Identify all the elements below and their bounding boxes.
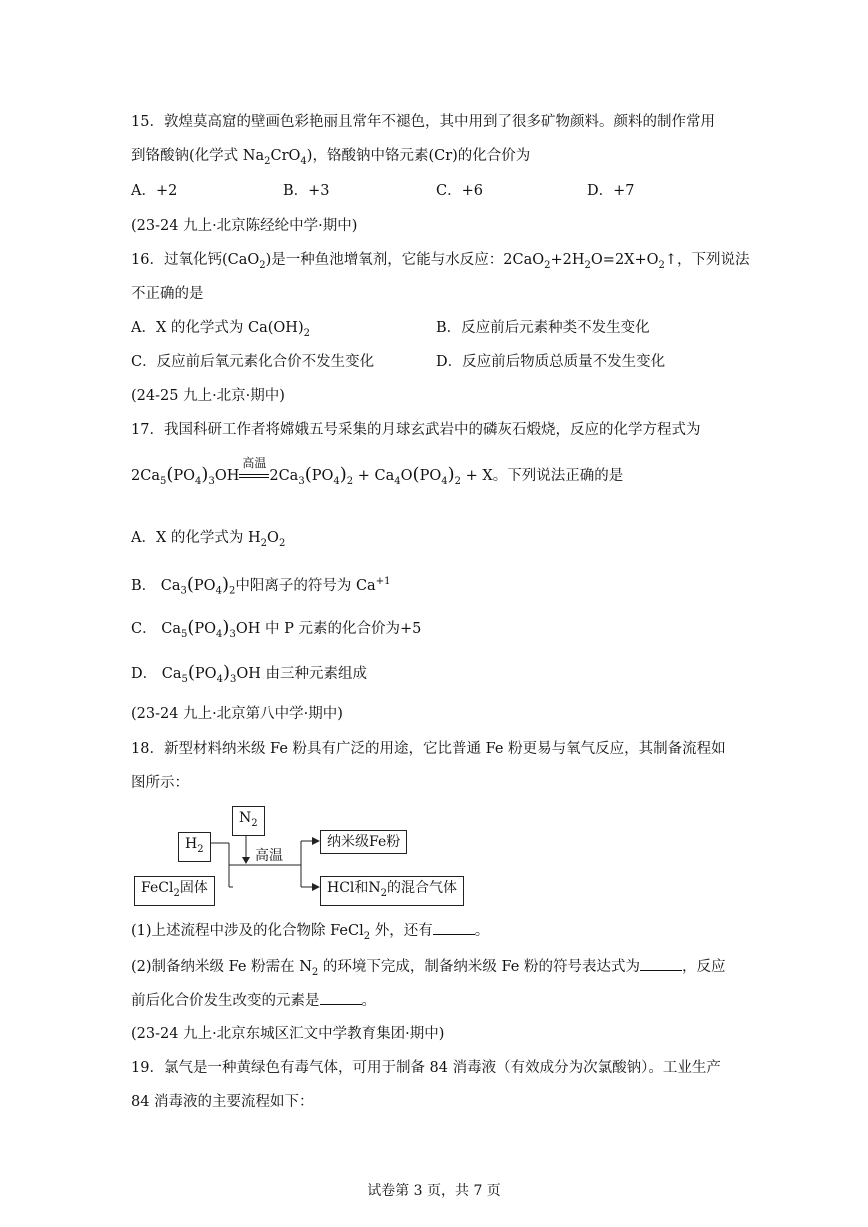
q19-stem-line1: 19．氯气是一种黄绿色有毒气体，可用于制备 84 消毒液（有效成分为次氯酸钠）。工业生产 [131, 1060, 721, 1076]
q16-option-d[interactable]: D．反应前后物质总质量不发生变化 [436, 354, 666, 370]
hcl-n2-box: HCl和$N_2$的混合气体 [320, 876, 464, 906]
h2-box: $H_2$ [178, 832, 211, 862]
q16-stem-line2: 不正确的是 [131, 286, 204, 302]
fecl2-box: FeCl$_2$固体 [134, 876, 215, 906]
q17-stem-line1: 17．我国科研工作者将嫦娥五号采集的月球玄武岩中的磷灰石煅烧，反应的化学方程式为 [131, 422, 701, 438]
q15-option-b[interactable]: B．+3 [283, 183, 330, 199]
q18-source: (23-24 九上·北京第八中学·期中) [131, 706, 343, 722]
q18-part2-blank1[interactable] [640, 956, 682, 971]
q17-source: (24-25 九上·北京·期中) [131, 388, 285, 404]
q15-option-a[interactable]: A．+2 [131, 183, 178, 199]
q18-part2-line1: (2)制备纳米级 Fe 粉需在 $N_2$ 的环境下完成，制备纳米级 Fe 粉的符号表达式为 ，反应 [131, 956, 725, 983]
high-temp-label: 高温 [255, 848, 283, 864]
reaction-condition: 高温 [242, 456, 267, 470]
n2-box: $N_2$ [232, 806, 265, 836]
q16-stem-line1: 16．过氧化钙(CaO$_2$)是一种鱼池增氧剂，它能与水反应：$2CaO_2+2H_2O=2X+O_2↑$，下列说法 [131, 252, 750, 271]
q15-stem-line2: 到铬酸钠(化学式 $Na_2CrO_4$)，铬酸钠中铬元素(Cr)的化合价为 [131, 148, 531, 167]
q16-option-a[interactable]: A．X 的化学式为 $Ca(OH)_2$ [131, 320, 310, 339]
q17-option-c[interactable]: C． $Ca_5(PO_4)_3OH$ 中 P 元素的化合价为+5 [131, 617, 422, 640]
q18-stem-line1: 18．新型材料纳米级 Fe 粉具有广泛的用途，它比普通 Fe 粉更易与氧气反应，其制备流程如 [131, 741, 726, 757]
page-footer: 试卷第 3 页，共 7 页 [367, 1183, 501, 1199]
q15-option-d[interactable]: D．+7 [587, 183, 635, 199]
q18-part2-line2: 前后化合价发生改变的元素是 。 [131, 990, 376, 1011]
q19-stem-line2: 84 消毒液的主要流程如下： [131, 1094, 314, 1110]
q17-option-a[interactable]: A．X 的化学式为 $H_2O_2$ [131, 530, 286, 549]
q18-part2-blank2[interactable] [320, 990, 362, 1005]
q15-option-c[interactable]: C．+6 [436, 183, 483, 199]
q18-part1-blank[interactable] [433, 920, 475, 935]
q17-equation: $2Ca_5(PO_4)_3OH$ 高温 $2Ca_3(PO_4)_2 + Ca_4O(PO_4)_2 + X$。下列说法正确的是 [131, 456, 624, 487]
q16-option-b[interactable]: B．反应前后元素种类不发生变化 [436, 320, 650, 336]
q15-stem-line1: 15．敦煌莫高窟的壁画色彩艳丽且常年不褪色，其中用到了很多矿物颜料。颜料的制作常用 [131, 114, 715, 130]
q17-option-b[interactable]: B． $Ca_3(PO_4)_2$中阳离子的符号为 $Ca^{+1}$ [131, 573, 391, 597]
q17-option-d[interactable]: D． $Ca_5(PO_4)_3OH$ 由三种元素组成 [131, 662, 367, 685]
q19-source: (23-24 九上·北京东城区汇文中学教育集团·期中) [131, 1026, 445, 1042]
q18-stem-line2: 图所示： [131, 775, 189, 791]
nano-fe-box: 纳米级Fe粉 [320, 830, 407, 854]
q16-source: (23-24 九上·北京陈经纶中学·期中) [131, 218, 358, 234]
q16-option-c[interactable]: C．反应前后氧元素化合价不发生变化 [131, 354, 375, 370]
q18-part1: (1)上述流程中涉及的化合物除 FeCl$_2$ 外，还有 。 [131, 920, 489, 947]
